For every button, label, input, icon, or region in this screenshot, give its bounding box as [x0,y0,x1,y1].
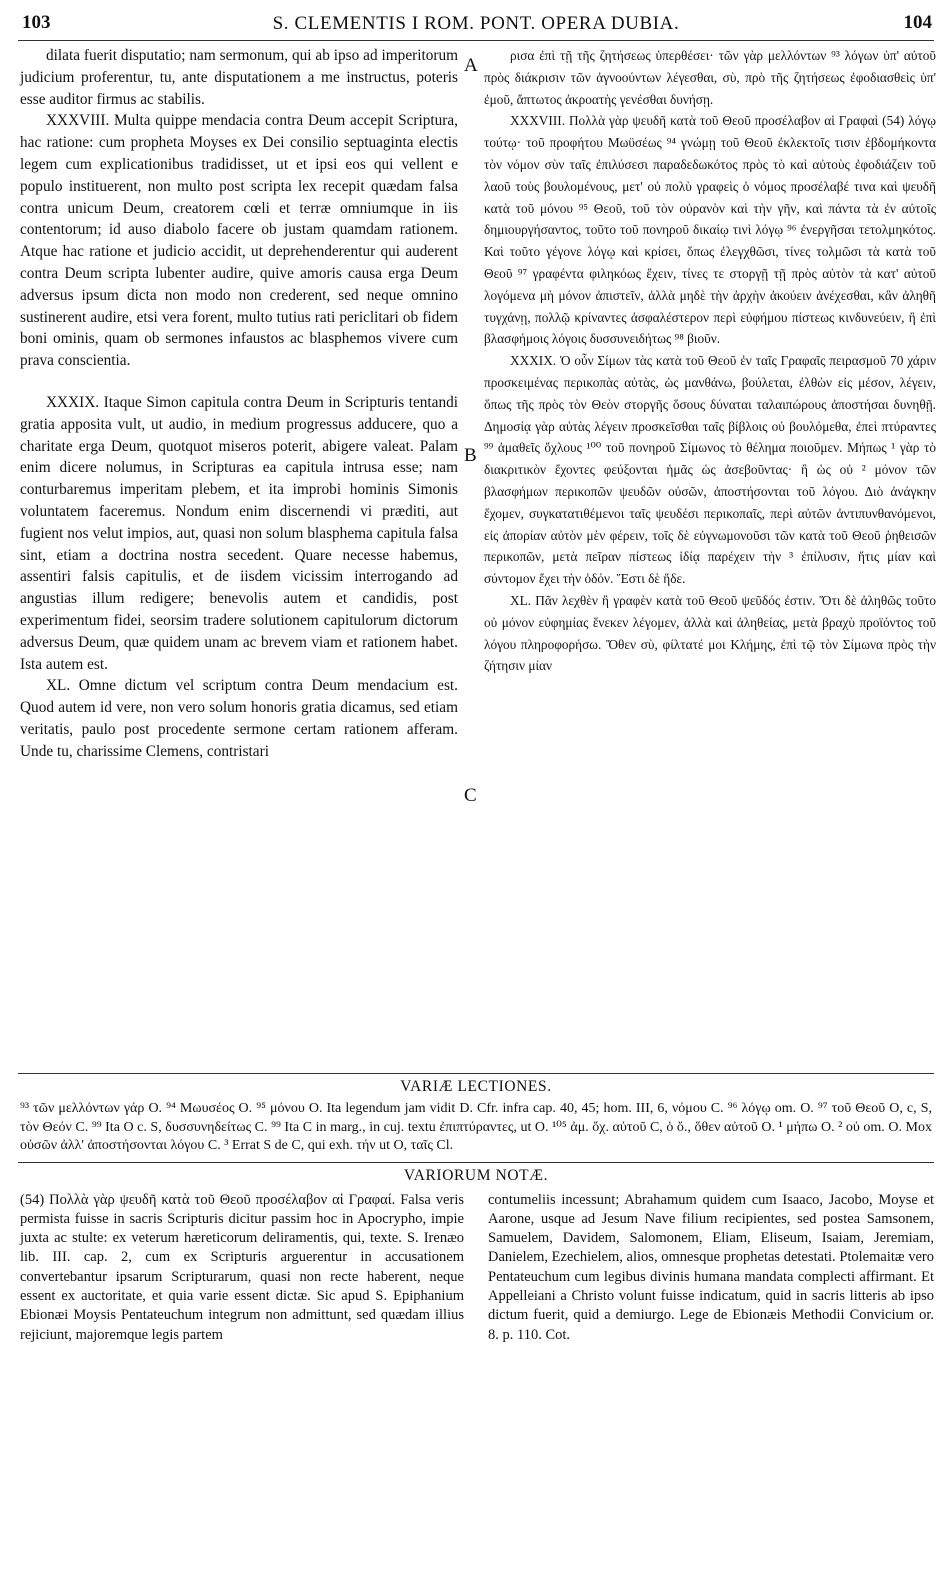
note-left-column [20,1191,464,1345]
greek-paragraph: XXXVIII. Πολλὰ γὰρ ψευδῆ κατὰ τοῦ Θεοῦ προσέλαβον αἱ Γραφαὶ (54) λόγῳ τούτῳ· τοῦ προφήτου Μωϋσέως ⁹⁴ γνώμῃ τοῦ Θεοῦ ἐκλεκτοῖς τισιν ἑβδομήκοντα τὸν νόμον σὺν ταῖς ἐπιλύσεσι παραδεδωκότος πρὸς τὸ καὶ αὐτοὺς ἐφοδιάζειν τοῦ λαοῦ τοὺς βουλομένους, μετ' οὐ πολὺ γραφεὶς ὁ νόμος προσέλαβέ τινα καὶ ψευδῆ κατὰ τοῦ μόνου ⁹⁵ Θεοῦ, τοῦ τὸν οὐρανὸν καὶ τὴν γῆν, καὶ πάντα τὰ ἐν αὐτοῖς δημιουργήσαντος, τοῦτο τοῦ πονηροῦ δικαίῳ τινὶ λόγῳ ⁹⁶ ἐνεργῆσαι τετολμηκότος. Καὶ τοῦτο γέγονε λόγῳ καὶ κρίσει, ὅπως ἐλεγχθῶσι, τίνες τολμῶσι τὰ κατὰ τοῦ Θεοῦ ⁹⁷ γραφέντα φιληκόως ἔχειν, τίνες τε στοργῇ τῇ πρὸς αὐτὸν τὰ κατ' αὐτοῦ λογόμενα μὴ μόνον ἀπιστεῖν, ἀλλὰ μηδὲ τὴν ἀρχὴν ἀκούειν ἀνέχεσθαι, κἂν ἀληθῆ τυγχάνῃ, πολλῷ κρίναντες ἀσφαλέστερον περὶ εὐφήμου πίστεως κινδυνεύειν, ἢ ἐπὶ βλασφήμοις λόγοις δυσσυνειδήτως ⁹⁸ βιοῦν. [484,113,936,347]
variorum-notae [18,1191,934,1471]
page-number-left: 103 [22,12,51,33]
note-text: contumeliis incessunt; Abrahamum quidem cum Isaaco, Jacobo, Moyse et Aarone, usque ad Jesum Nave filium recipientes, sed postea Samsonem, Samuelem, Davidem, Salomonem, Eliam, Eliseum, Isaiam, Jeremiam, Danielem, Ezechielem, alios, omnesque prophetas detestati. Ptolemaitæ vero Pentateuchum cum legibus divinis humana mandata complecti affirmant. Et Appelleiani a Christo volunt fuisse indicatum, quid in sacris litteris ab ipso dictum fuerit, quid a demiurgo. Lege de Ebionæis Methodii Convicium or. 8. p. 110. Cot. [488,1191,934,1343]
note-right-column [488,1191,934,1345]
variae-heading: VARIÆ LECTIONES. [18,1073,934,1098]
notae-heading: VARIORUM NOTÆ. [18,1162,934,1187]
variae-lectiones: ⁹³ τῶν μελλόντων γάρ O. ⁹⁴ Μωυσέος O. ⁹⁵ μόνου O. Ita legendum jam vidit D. Cfr. infra cap. 40, 45; hom. III, 6, νόμου C. ⁹⁶ λόγῳ om. O. ⁹⁷ τοῦ Θεοῦ O, c, S, τὸν Θεόν C. ⁹⁹ Ita O c. S, δυσσυνηδείτως C. ⁹⁹ Ita C in marg., in cuj. textu ἐπιπτύραντες, ut O. ¹⁰⁵ ἀμ. ὄχ. αὐτοῦ C, ὁ ὄ., ὅθεν αὐτοῦ O. ¹ μήπω O. ² οὐ om. O. Mox οὐσῶν ἀλλ' ἀποστήσονται λόγου C. ³ Errat S de C, qui exh. τήν ut O, ταῖς Cl. [20,1101,932,1153]
margin-mark-b: B [464,445,477,466]
main-text [18,45,934,1073]
note-text: (54) Πολλὰ γὰρ ψευδῆ κατὰ τοῦ Θεοῦ προσέλαβον αἱ Γραφαί. Falsa veris permista fuisse in sacris Scripturis dicitur passim hoc in Apocrypho, impie juxta ac stulte: ex veterum hæreticorum deliramentis, qui, texte. S. Irenæo lib. III. cap. 2, cum ex Scripturis arguerentur in accusationem convertebantur ipsarum Scripturarum, quasi non recte haberent, neque essent ex auctoritate, et quia varie essent dictæ. Sic apud S. Epiphanium Ebionæi Moysis Pentateuchum integrum non admittunt, sed quædam illius rejiciunt, majoremque legis partem [20,1191,464,1343]
running-title: S. CLEMENTIS I ROM. PONT. OPERA DUBIA. [272,13,680,34]
greek-paragraph: XL. Πᾶν λεχθὲν ἢ γραφὲν κατὰ τοῦ Θεοῦ ψεῦδός ἐστιν. Ὅτι δὲ ἀληθῶς τοῦτο οὐ μόνον εὐφημίας ἕνεκεν λέγομεν, ἀλλὰ καὶ ἀληθείας, μετὰ βραχὺ προϊόντος τοῦ λόγου πληροφορήσω. Ὅθεν σὺ, φίλτατέ μοι Κλήμης, ἐπὶ τῷ τὸν Σίμωνα πρὸς τὴν ζήτησιν μίαν [484,592,936,674]
latin-column [20,45,458,763]
page-number-right: 104 [903,12,932,33]
page [18,6,934,1471]
page-header [18,6,934,41]
greek-paragraph: ρισα ἐπὶ τῇ τῆς ζητήσεως ὑπερθέσει· τῶν γὰρ μελλόντων ⁹³ λόγων ὑπ' αὐτοῦ πρὸς διάκρισιν τῶν ἀγνοούντων λέγεσθαι, σὺ, πρὸ τῆς ζητήσεως ἐφοδιασθεὶς ὑπ' ἐμοῦ, ἄπτωτος ἀκροατὴς γενέσθαι δυνήσῃ. [484,48,936,107]
latin-paragraph: dilata fuerit disputatio; nam sermonum, qui ab ipso ad imperitorum judicium proferentur, tu, ante disputationem a me instructus, poteris esse auditor firmus ac stabilis. [20,47,458,108]
latin-paragraph: XXXIX. Itaque Simon capitula contra Deum in Scripturis tentandi gratia apposita vult, ut audio, in medium progressus adducere, quo a charitate erga Deum, quotquot miseros poterit, abigere valeat. Palam enim dicere nolumus, in Scripturas ea capitula intrusa esse; nam conturbaremus imperitam plebem, et ita improbi hominis Simonis voluntatem faceremus. Nondum enim discernendi vi præditi, aut fugient nos velut impios, aut, quasi non solum blasphema capitula falsa sint, etiam a doctrina nostra secedent. Quare necesse habemus, assentiri falsis capitulis, et de iisdem vicissim interrogando ad angustias illum redigere; benevolis autem et candidis, post experimentum fidei, seorsim tradere solutionem capitulorum dictorum adversus Deum, quæ quidem unam ac brevem viam et rationem habet. Ista autem est. [20,393,458,673]
greek-paragraph: XXXIX. Ὁ οὖν Σίμων τὰς κατὰ τοῦ Θεοῦ ἐν ταῖς Γραφαῖς πειρασμοῦ 70 χάριν προσκειμένας περικοπὰς αὐτὰς, ὡς μανθάνω, βούλεται, ἐλθὼν εἰς μέσον, λέγειν, ὅπως τῆς πρὸς τὸν Θεὸν στοργῆς ὅσους δύναται ταλαιπώρους ἀποστήσαι δυνηθῇ. Δημοσίᾳ γὰρ αὐτὰς λέγειν προσκεῖσθαι ταῖς βίβλοις οὐ βουλόμεθα, ἐπεὶ πτύραντες ⁹⁹ ἀμαθεῖς ὄχλους ¹⁰⁰ τοῦ πονηροῦ Σίμωνος τὸ θέλημα ποιοῦμεν. Μήπως ¹ γὰρ τὸ διακριτικὸν ἔχοντες φεύξονται ἡμᾶς ὡς ἀσεβοῦντας· ἢ ὡς οὐ ² μόνον τῶν βλασφήμων περικοπῶν ψευδῶν οὐσῶν, ἀποστήσονται τοῦ λόγου. Διὸ ἀνάγκην ἔχομεν, συγκατατιθέμενοι ταῖς ψευδέσι περικοπαῖς, περὶ αὐτῶν ἀντιπυνθανόμενοι, εἰς ἀπορίαν αὐτὸν μὲν φέρειν, τοῖς δὲ εὐγνωμονοῦσι τῶν κατὰ τοῦ Θεοῦ ῥηθεισῶν περικοπῶν, μετὰ πεῖραν πίστεως ἰδίᾳ παρέχειν τὴν ³ ἐπίλυσιν, ἥτις μίαν καὶ σύντομον ἔχει τὴν ὁδόν. Ἔστι δὲ ἥδε. [484,353,936,587]
margin-mark-c: C [464,785,477,806]
greek-column [484,45,936,677]
latin-paragraph: XXXVIII. Multa quippe mendacia contra Deum accepit Scriptura, hac ratione: cum propheta Moyses ex Dei consilio septuaginta electis legem cum explicationibus tradidisset, ut et ipsi eos qui vellent e populo instituerent, non multo post scripta lex recepit quædam falsa contra unicum Deum, creatorem cœli et terræ omniumque in iis contentorum; id auso diabolo facere ob justam quamdam rationem. Atque hac ratione et judicio accidit, ut deprehenderentur qui auderent contra Deum scripta lubenter audire, quive amoris causa erga Deum adversus ipsum dicta non modo non crederent, sed neque omnino sustinerent audire, etsi vera forent, multo tutius rati periclitari ob fidem boni ominis, quam ob sermones infaustos ac blasphemos vivere cum prava conscientia. [20,112,458,370]
latin-paragraph: XL. Omne dictum vel scriptum contra Deum mendacium est. Quod autem id vere, non vero solum honoris gratia dicamus, sed etiam veritatis, paulo post procedente sermone certam rationem afferam. Unde tu, charissime Clemens, contristari [20,677,458,760]
margin-mark-a: A [464,55,478,76]
